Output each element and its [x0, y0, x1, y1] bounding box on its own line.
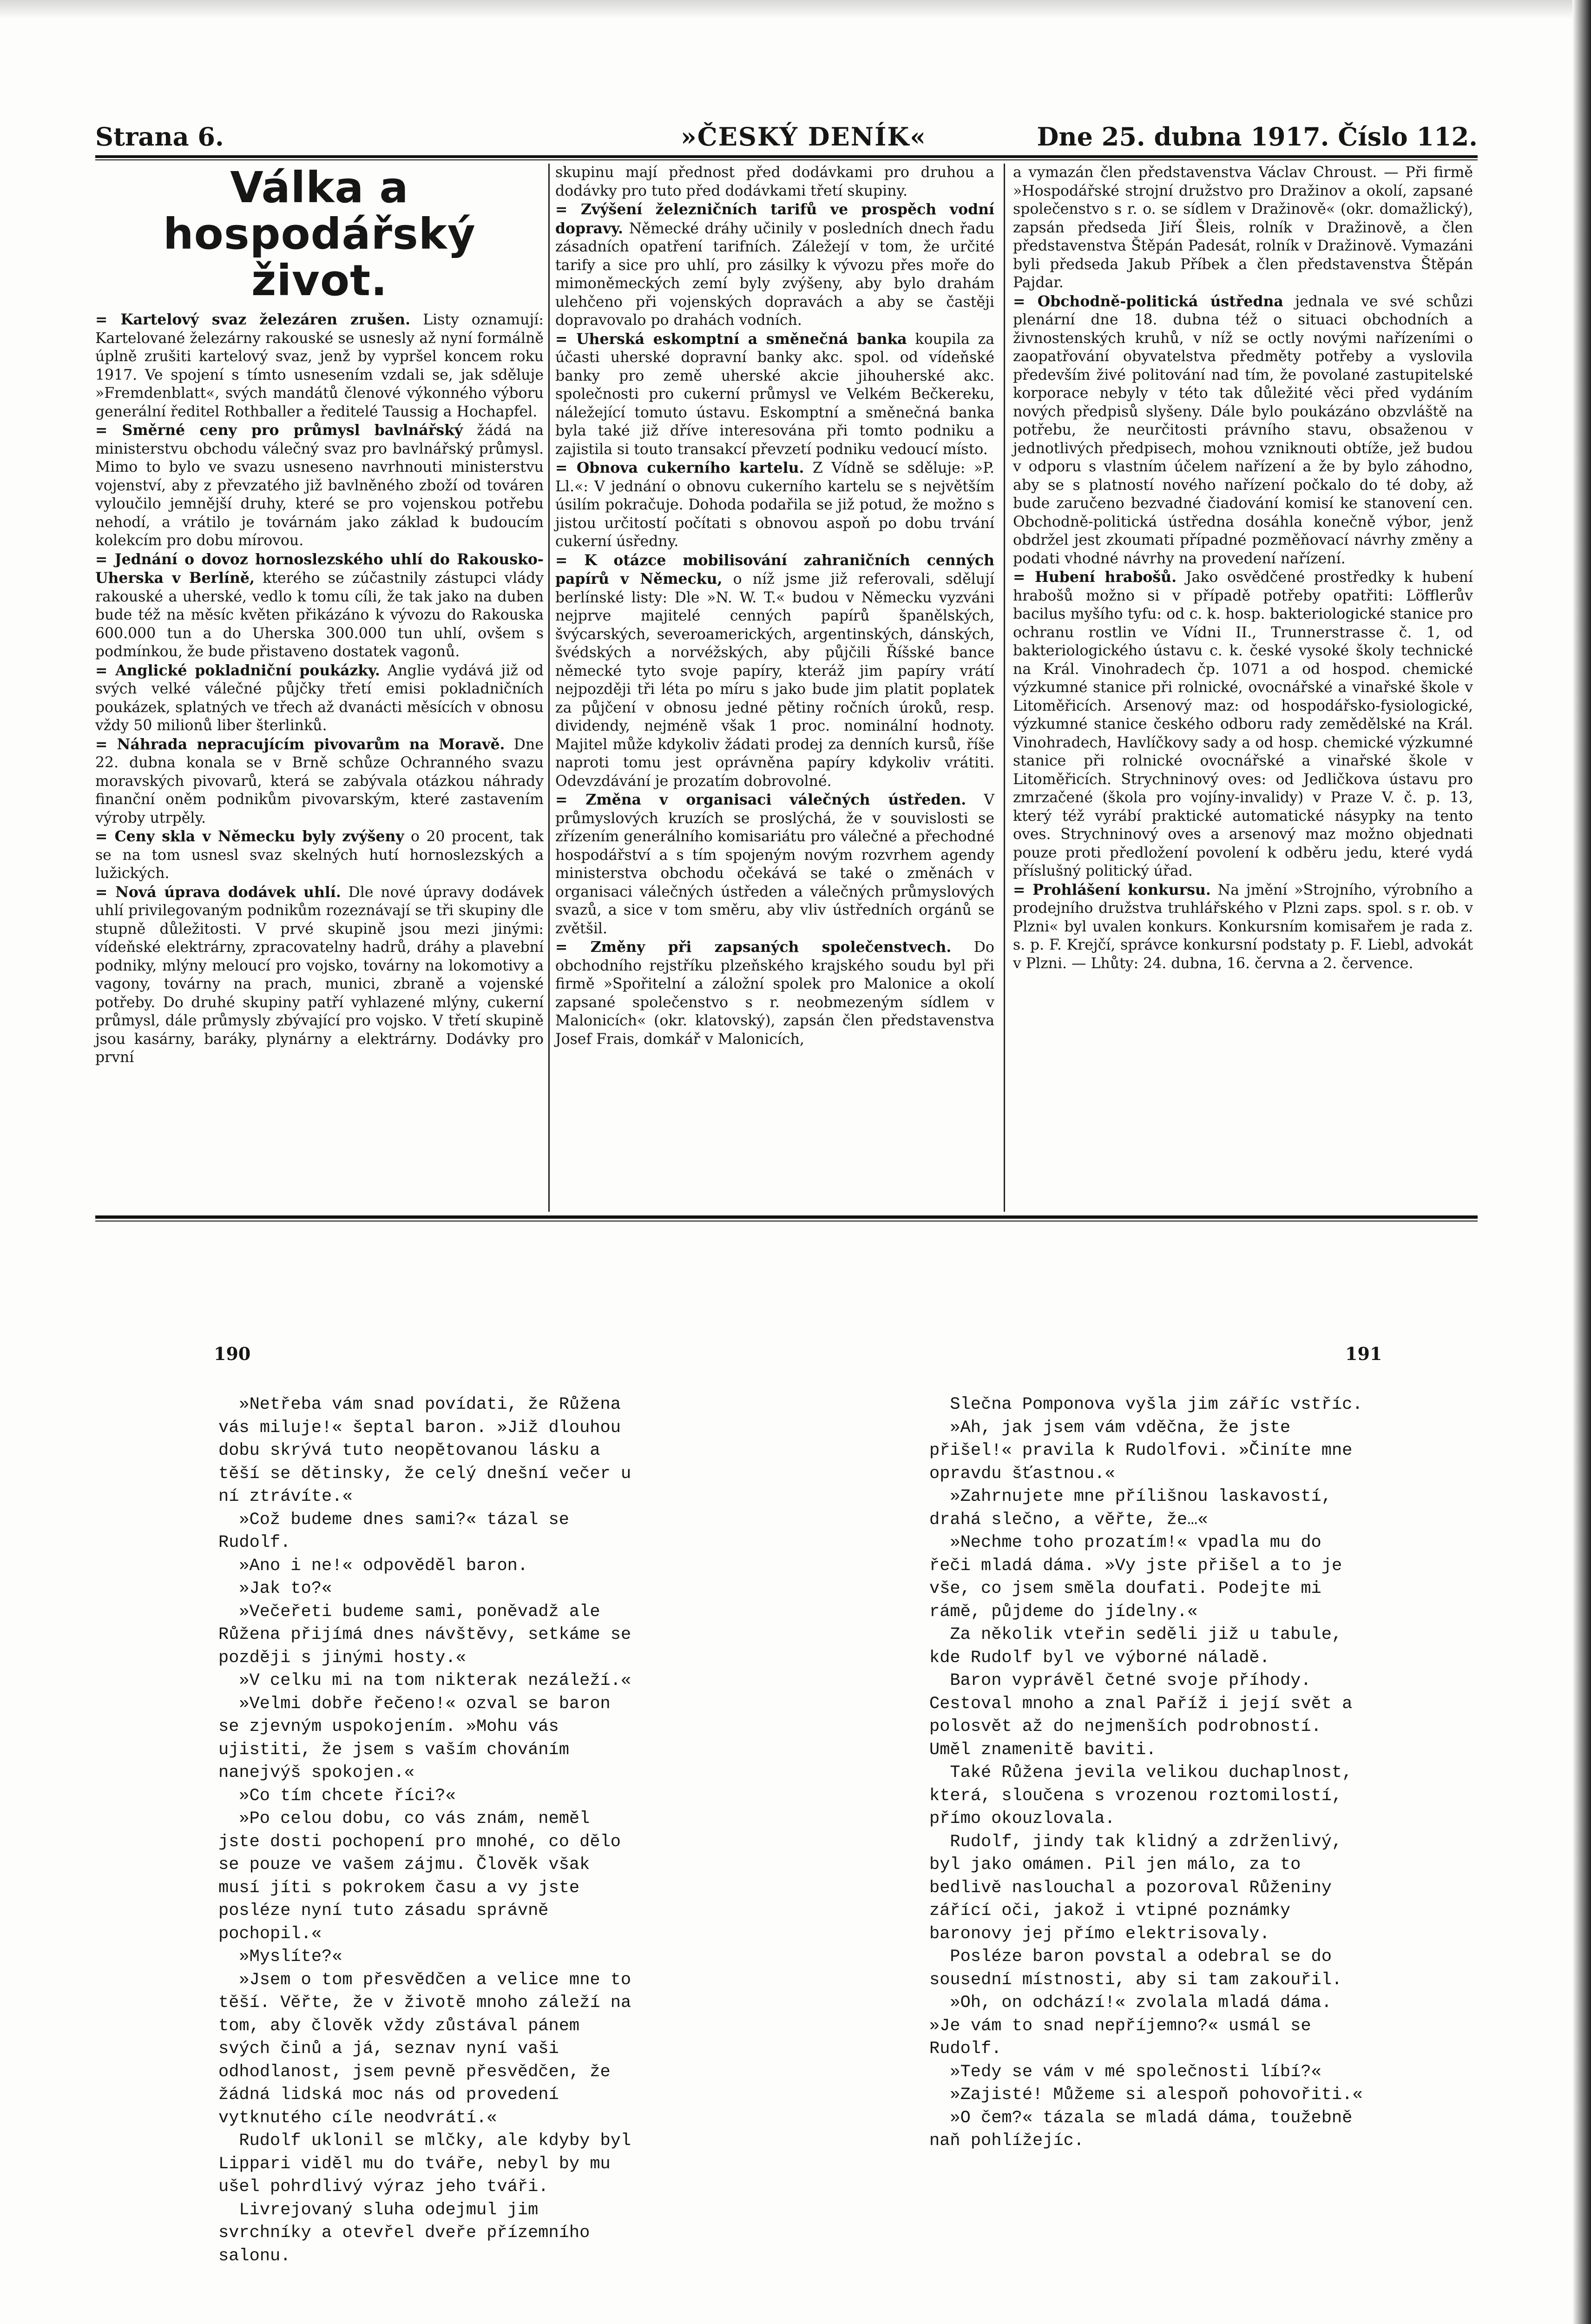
item-text: skupinu mají přednost před dodávkami pro druhou a dodávky pro tuto před dodávkami třetí skupiny.: [555, 164, 994, 199]
item-text: Dne 22. dubna konala se v Brně schůze Ochranného svazu moravských pivovarů, která se zabývala otázkou náhrady finanční oněm podnikům pivovarským, které zastavením výroby utrpěly.: [95, 736, 544, 826]
newspaper-column-1: [95, 164, 544, 1214]
item-marker: =: [95, 661, 116, 679]
news-item: [555, 330, 994, 459]
book-paragraph: »Tedy se vám v mé společnosti líbí?«: [950, 2062, 1321, 2082]
item-title: Náhrada nepracujícím pivovarům na Moravě.: [117, 735, 505, 753]
header-rule-thin: [95, 159, 1478, 160]
item-marker: =: [95, 311, 121, 328]
item-text: Z Vídně se sděluje: »P. Ll.«: V jednání o obnovu cukerního kartelu se s největším úsilím pokračuje. Dohoda podařila se již potud, že možno s jistou určitostí počítati s obnovou aspoň po dobu trvání cukerní úsředny.: [555, 460, 994, 550]
header-rule: [95, 155, 1478, 158]
item-title: Změna v organisaci válečných ústředen.: [585, 791, 966, 808]
news-item: [95, 883, 544, 1067]
date-line: Dne 25. dubna 1917. Číslo 112.: [1037, 122, 1478, 152]
book-paragraph: Posléze baron povstal a odebral se do sousední místnosti, aby si tam zakouřil.: [929, 1947, 1342, 1990]
item-text: žádá na ministerstvu obchodu válečný svaz pro bavlnářský průmysl. Mimo to bylo ve svazu usneseno navrhnouti ministerstvu vojenství, aby z převzatého již bavlněného zboží od továren vyloučilo jemnější druhy, které se pro vojenskou potřebu nehodí, a vrátilo je továrnám jako základ k budoucím kolekcím pro dobu mírovou.: [95, 422, 544, 549]
book-paragraph: »Zahrnujete mne přílišnou laskavostí, drahá slečno, a věřte, že…«: [929, 1487, 1332, 1530]
book-paragraph: »Ano i ne!« odpověděl baron.: [239, 1556, 528, 1576]
item-title: Jednání o dovoz hornoslezského uhlí do Rakousko-Uherska v Berlíně,: [95, 550, 544, 587]
news-item: [95, 421, 544, 550]
item-title: Anglické pokladniční poukázky.: [115, 661, 380, 679]
book-paragraph: »Oh, on odchází!« zvolala mladá dáma. »Je vám to snad nepříjemno?« usmál se Rudolf.: [929, 1993, 1332, 2059]
news-item: [95, 735, 544, 828]
book-paragraph: »Po celou dobu, co vás znám, neměl jste dosti pochopení pro mnohé, co dělo se pouze ve vašem zájmu. Člověk však musí jíti s pokrokem času a vy jste posléze nyní tuto zásadu správně pochopil.«: [218, 1809, 621, 1944]
item-text: V průmyslových kruzích se proslýchá, že v souvislosti se zřízením generálního komisariátu pro válečné a přechodné hospodářství a s tím spojeným novým rozvrhem agendy ministerstva obchodu očekává se také o změnách v organisaci válečných ústředen a válečných průmyslových svazů, a sice v tom směru, aby vliv ústředních orgánů se zvětšil.: [555, 792, 994, 937]
book-paragraph: »Což budeme dnes sami?« tázal se Rudolf.: [218, 1510, 569, 1552]
book-paragraph: »Večeřeti budeme sami, poněvadž ale Růžena přijímá dnes návštěvy, setkáme se později s jinými hosty.«: [218, 1602, 631, 1668]
item-title: Obchodně-politická ústředna: [1037, 292, 1283, 310]
item-marker: =: [555, 330, 577, 348]
book-paragraph: »Nechme toho prozatím!« vpadla mu do řeči mladá dáma. »Vy jste přišel a to je vše, co jsem směla doufati. Podejte mi rámě, půjdeme do jídelny.«: [929, 1533, 1342, 1622]
book-paragraph: Rudolf, jindy tak klidný a zdrženlivý, byl jako omámen. Pil jen málo, za to bedlivě naslouchal a pozoroval Růženiny zářící oči, jakož i vtipné poznámky baronovy jej přímo elektrisovaly.: [929, 1832, 1342, 1944]
item-title: Prohlášení konkursu.: [1032, 881, 1211, 898]
item-title: Ceny skla v Německu byly zvýšeny: [114, 828, 404, 845]
news-item: [555, 938, 994, 1049]
news-item: [95, 550, 544, 661]
news-item: [555, 164, 994, 200]
news-item: [555, 459, 994, 551]
item-text: kterého se zúčastnily zástupci vlády rakouské a uherské, vedlo k tomu cíli, že tak jako na duben bude též na měsíc květen přikázáno k vývozu do Rakouska 600.000 tun a do Uherska 300.000 tun uhlí, ovšem s podmínkou, že bude přistaveno dostatek vagonů.: [95, 570, 544, 660]
item-title: Uherská eskomptní a směnečná banka: [576, 330, 907, 348]
book-paragraph: »Jsem o tom přesvědčen a velice mne to těší. Věřte, že v životě mnoho záleží na tom, aby člověk vždy zůstával pánem svých činů a já, seznav nyní vaši odhodlanost, jsem pevně přesvědčen, že žádná lidská moc nás od provedení vytknutého cíle neodvrátí.«: [218, 1970, 631, 2128]
item-text: Německé dráhy učinily v posledních dnech řadu zásadních opatření tarifních. Záležejí v tom, že určité tarify a sice pro uhlí, pro zásilky k vývozu přes moře do mimoněmeckých zemí byly zvýšeny, aby bylo drahám ulehčeno při vojenských dopravách a aby se častěji dopravovalo po drahách vodních.: [555, 220, 994, 329]
book-paragraph: Také Růžena jevila velikou duchaplnost, která, sloučena s vrozenou roztomilostí, přímo okouzlovala.: [929, 1763, 1353, 1829]
item-text: Na jmění »Strojního, výrobního a prodejního družstva truhlářského v Plzni zaps. spol. s r. ob. v Plzni« byl uvalen konkurs. Konkursním komisařem je rada z. s. p. F. Krejčí, správce konkursní podstaty p. F. Liebl, advokát v Plzni. — Lhůty: 24. dubna, 16. června a 2. července.: [1013, 881, 1473, 972]
footer-rule: [95, 1215, 1478, 1219]
item-text: a vymazán člen představenstva Václav Chroust. — Při firmě »Hospodářské strojní družstvo pro Dražinov a okolí, zapsané společenstvo s r. o. se sídlem v Dražinově« (okr. domažlický), zapsán předseda Jiří Šleis, rolník v Dražinově, a člen představenstva Štěpán Padesát, rolník v Dražinově. Vymazáni byli předseda Jakub Příbek a člen představenstva Štěpán Pajdar.: [1013, 164, 1473, 291]
item-marker: =: [95, 550, 115, 568]
scan-edge-right: [1572, 0, 1591, 2324]
newspaper-header: [95, 122, 1478, 154]
column-items: [1013, 164, 1473, 973]
item-marker: =: [1013, 881, 1033, 898]
book-paragraph: »Velmi dobře řečeno!« ozval se baron se zjevným uspokojením. »Mohu vás ujistiti, že jsem s vaším chováním nanejvýš spokojen.«: [218, 1694, 611, 1783]
item-marker: =: [95, 828, 115, 845]
item-marker: =: [95, 422, 122, 439]
book-page-left: [218, 1393, 637, 2266]
book-paragraph: Rudolf uklonil se mlčky, ale kdyby byl Lippari viděl mu do tváře, nebyl by mu ušel pohrdlivý výraz jeho tváři.: [218, 2131, 631, 2197]
item-text: koupila za účasti uherské dopravní banky akc. spol. od vídeňské banky pro země uherské akcie jihouherské akc. společnosti pro cukerní průmysl ve Velkém Bečkereku, náležející tomuto ústavu. Eskomptní a směnečná banka byla také již dříve interesována při tomto podniku a zajistila si touto transakcí převzetí podniku vedoucí místo.: [555, 330, 994, 458]
book-paragraph: Livrejovaný sluha odejmul jim svrchníky a otevřel dveře přízemního salonu.: [218, 2200, 590, 2266]
column-items: [555, 164, 994, 1049]
news-item: [555, 791, 994, 938]
item-title: Směrné ceny pro průmysl bavlnářský: [122, 422, 463, 439]
item-marker: =: [555, 201, 581, 218]
item-title: Kartelový svaz železáren zrušen.: [120, 311, 411, 328]
item-text: o níž jsme již referovali, sdělují berlínské listy: Dle »N. W. T.« budou v Německu vyzváni nejprve majitelé cenných papírů španělských, švýcarských, severoamerických, argentinských, dánských, švédských a norvéžských, aby půjčili Říšské bance německé tyto svoje papíry, kteráž jim papíry vrátí nejpozději tři léta po míru s jako bude jim platit poplatek za půjčení v obnosu jedné pětiny ročních úroků, resp. dividendy, nejméně však 1 proc. nominální hodnoty. Majitel může kdykoliv žádati prodej za denních kursů, říše naproti tomu jest oprávněna papíry kdykoliv vrátiti. Odevzdávání je prozatím dobrovolné.: [555, 571, 994, 790]
book-paragraph: »Co tím chcete říci?«: [239, 1786, 456, 1806]
page-number-right: 191: [1345, 1343, 1382, 1364]
page-number-left: 190: [214, 1343, 251, 1364]
news-item: [95, 661, 544, 735]
page-label: Strana 6.: [95, 122, 224, 152]
newspaper-column-2: [555, 164, 994, 1214]
scan-edge-top: [0, 0, 1591, 19]
book-paragraph: Slečna Pomponova vyšla jim záříc vstříc.: [950, 1395, 1363, 1414]
news-item: [555, 200, 994, 330]
book-paragraphs: [218, 1393, 637, 2268]
item-marker: =: [1013, 292, 1038, 310]
book-paragraph: Baron vyprávěl četné svoje příhody. Cestoval mnoho a znal Paříž i její svět a polosvět až do nejmenších podrobností. Uměl znamenitě baviti.: [929, 1671, 1353, 1760]
newspaper-column-3: [1013, 164, 1473, 1214]
item-title: Nová úprava dodávek uhlí.: [115, 883, 341, 901]
item-text: Listy oznamují: Kartelované železárny rakouské se usnesly až nyní formálně úplně zrušiti kartelový svaz, jenž by vypršel koncem roku 1917. Ve spojení s tímto usnesením vzdali se, jak sděluje »Fremdenblatt«, svých mandátů členové výkonného výboru generální ředitel Rothballer a ředitelé Taussig a Hochapfel.: [95, 311, 544, 420]
book-paragraph: »Jak to?«: [239, 1579, 332, 1598]
news-item: [1013, 568, 1473, 881]
item-marker: =: [95, 735, 117, 753]
headline: Válka a hospodářský život.: [163, 163, 476, 305]
item-title: Změny při zapsaných společenstvech.: [590, 938, 952, 956]
item-marker: =: [95, 883, 116, 901]
column-separator: [548, 164, 550, 1212]
item-marker: =: [555, 551, 585, 569]
book-paragraph: »O čem?« tázala se mladá dáma, toužebně naň pohlížejíc.: [929, 2108, 1353, 2151]
news-item: [1013, 292, 1473, 568]
item-text: Jako osvědčené prostředky k hubení hrabošů možno si v případě potřeby opatřiti: Löfflerův bacilus myšího tyfu: od c. k. hosp. bakteriologické stanice pro ochranu rostlin ve Vídni II., Trunnerstrasse č. 1, od bakteriologického ústavu c. k. české vysoké školy technické na Král. Vinohradech čp. 1071 a od hospod. chemické výzkumné stanice při rolnické, ovocnářské a vinařské škole v Litoměřicích. Arsenový maz: od hospodářsko-fysiologické, výzkumné stanice českého odboru rady zemědělské na Král. Vinohradech, Havlíčkovy sady a od hosp. chemické výzkumné stanice při rolnické ovocnářské a vinařské škole v Litoměřicích. Strychninový oves: od Jedličkova ústavu pro zmrzačené (škola pro vojíny-invalidy) v Praze V. č. p. 13, který též vyrábí praktické automatické násypky na tento oves. Strychninový oves a arsenový maz možno objednati pouze proti předložení povolení k odběru jedu, které vydá příslušný politický úřad.: [1013, 569, 1473, 879]
item-title: Zvýšení železničních tarifů ve prospěch vodní dopravy.: [555, 201, 994, 237]
book-paragraphs: [929, 1393, 1366, 2153]
book-paragraph: »Netřeba vám snad povídati, že Růžena vás miluje!« šeptal baron. »Již dlouhou dobu skrývá tuto neopětovanou lásku a těší se dětinsky, že celý dnešní večer u ní ztrávíte.«: [218, 1395, 631, 1506]
news-item: [1013, 164, 1473, 292]
book-paragraph: »V celku mi na tom nikterak nezáleží.«: [239, 1671, 631, 1690]
book-paragraph: »Ah, jak jsem vám vděčna, že jste přišel!« pravila k Rudolfovi. »Činíte mne opravdu šťastnou.«: [929, 1418, 1353, 1484]
book-paragraph: Za několik vteřin seděli již u tabule, kde Rudolf byl ve výborné náladě.: [929, 1625, 1342, 1668]
news-item: [1013, 881, 1473, 973]
book-paragraph: »Myslíte?«: [239, 1947, 342, 1967]
item-marker: =: [1013, 568, 1035, 586]
item-marker: =: [555, 459, 577, 476]
item-text: Dle nové úpravy dodávek uhlí privilegovaným podnikům rozeznávají se tři skupiny dle stupně důležitosti. V prvé skupině jsou mezi jinými: vídeňské elektrárny, zpracovatelny hadrů, dráhy a plavební podniky, mlýny meloucí pro vojsko, továrny na lokomotivy a vagony, továrny na prach, munici, zbraně a vojenské potřeby. Do druhé skupiny patří vyhlazené mlýny, cukerní průmysl, dále průmysly zbývající pro vojsko. V třetí skupině jsou kasárny, baráky, plynárny a elektrárny. Dodávky pro první: [95, 884, 544, 1066]
item-text: Do obchodního rejstříku plzeňského krajského soudu byl při firmě »Spořitelní a záložní spolek pro Malonice a okolí zapsané společenstvo s r. neobmezeným sídlem v Malonicích« (okr. klatovský), zapsán člen představenstva Josef Frais, domkář v Malonicích,: [555, 939, 994, 1048]
item-title: Obnova cukerního kartelu.: [576, 459, 804, 476]
news-item: [95, 310, 544, 421]
item-title: Hubení hrabošů.: [1035, 568, 1177, 586]
item-marker: =: [555, 791, 586, 808]
item-title: K otázce mobilisování zahraničních cenných papírů v Německu,: [555, 551, 994, 588]
item-text: o 20 procent, tak se na tom usnesl svaz skelných hutí hornoslezských a lužických.: [95, 828, 544, 882]
column-items: [95, 310, 544, 1067]
book-page-right: [929, 1393, 1366, 2193]
item-text: jednala ve své schůzi plenární dne 18. dubna též o situaci obchodních a živnostenských kruhů, v níž se octly novými nařízeními o zaopatřování obyvatelstva předměty potřeby a vyslovila především živé politování nad tím, že povolané zastupitelské korporace nebyly v této tak důležité věci před vydáním nových předpisů slyšeny. Dále bylo poukázáno obzvláště na potřebu, že neurčitosti právního stavu, obsaženou v jednotlivých předpisech, mohou vzniknouti obtíže, jež budou v odporu s vlastním účelem nařízení a že by bylo záhodno, aby se s platností nového nařízení počkalo do té doby, až bude zaručeno bezvadné čiadování komisí ke stanovení cen. Obchodně-politická ústředna dosáhla konečně výbor, jenž obdržel jest zkoumati případné pozměňovací návrhy změny a podati vhodné návrhy na provedení nařízení.: [1013, 293, 1473, 567]
book-paragraph: »Zajisté! Můžeme si alespoň pohovořiti.«: [950, 2085, 1363, 2105]
item-text: Anglie vydává již od svých velké válečné půjčky třetí emisi pokladničních poukázek, splatných ve třech až dvanácti měsících v obnosu vždy 50 milionů liber šterlinků.: [95, 662, 544, 734]
news-item: [555, 551, 994, 791]
paper-title: »ČESKÝ DENÍK«: [681, 122, 927, 152]
news-item: [95, 827, 544, 883]
item-marker: =: [555, 938, 591, 956]
column-separator: [1004, 164, 1005, 1212]
